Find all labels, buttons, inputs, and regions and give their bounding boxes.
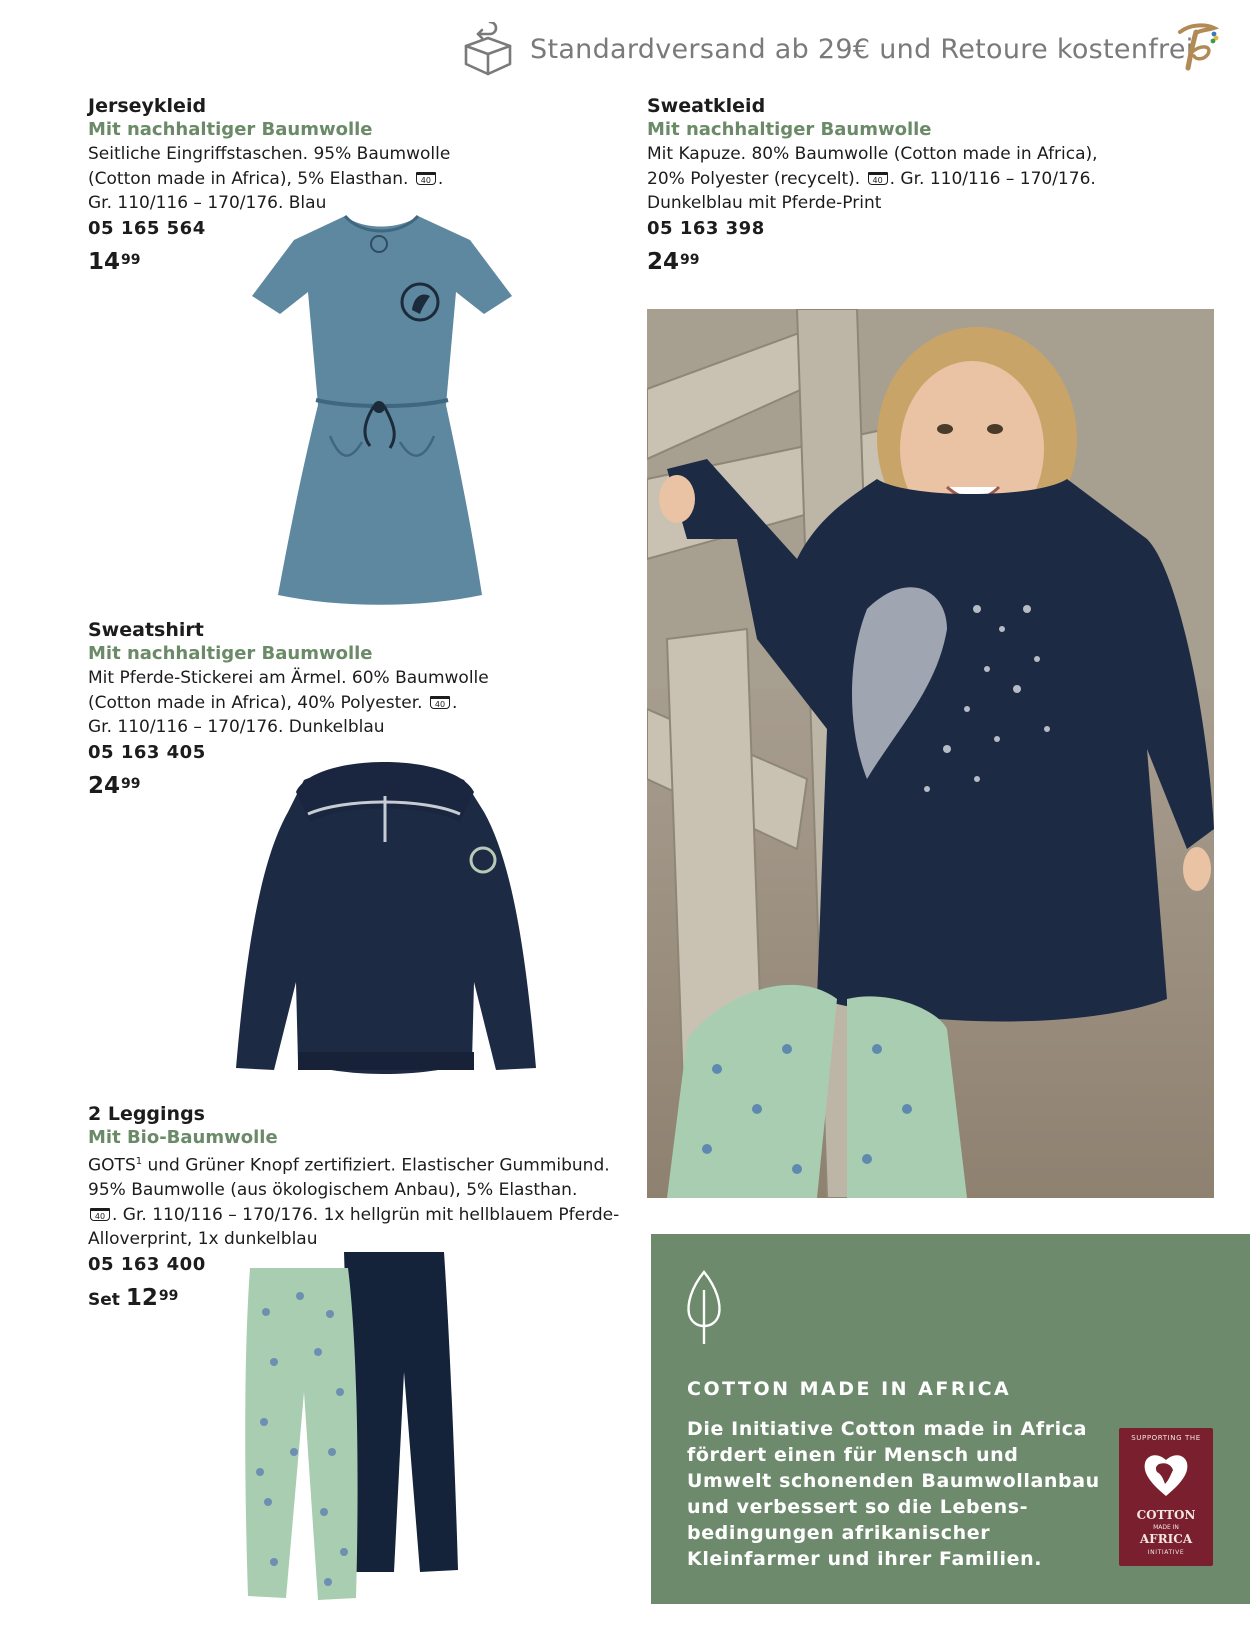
article-number: 05 165 564	[88, 217, 206, 239]
jerseykleid-image	[250, 210, 515, 610]
wash-40-icon: 40	[430, 696, 450, 709]
cotton-made-in-africa-badge: SUPPORTING THE COTTON MADE IN AFRICA INITIATIVE	[1119, 1428, 1213, 1566]
product-title: Sweatshirt	[88, 619, 204, 641]
price: $24^{99}$	[88, 772, 141, 799]
sweatkleid-photo	[647, 309, 1214, 1198]
wash-40-icon: 40	[416, 172, 436, 185]
africa-heart-icon	[1141, 1450, 1191, 1498]
price: $24^{99}$	[647, 248, 700, 275]
info-heading: COTTON MADE IN AFRICA	[687, 1378, 1012, 1400]
product-desc-line: Gr. 110/116 – 170/176. Dunkelblau	[88, 717, 385, 737]
sweatshirt-image	[234, 752, 539, 1084]
price: Set $12^{99}$	[88, 1284, 179, 1311]
product-sweatkleid	[647, 94, 1167, 277]
cotton-made-in-africa-box	[651, 1234, 1250, 1604]
tchibo-logo-icon	[1172, 22, 1220, 72]
article-number: 05 163 400	[88, 1253, 206, 1275]
article-number: 05 163 405	[88, 741, 206, 763]
shipping-text: Standardversand ab 29€ und Retoure kostenfrei	[530, 34, 1194, 65]
article-number: 05 163 398	[647, 217, 765, 239]
product-title: Sweatkleid	[647, 95, 766, 117]
product-subtitle: Mit nachhaltiger Baumwolle	[88, 643, 373, 664]
product-subtitle: Mit nachhaltiger Baumwolle	[647, 119, 932, 140]
product-subtitle: Mit Bio-Baumwolle	[88, 1127, 278, 1148]
product-desc-line: Gr. 110/116 – 170/176. Blau	[88, 193, 327, 213]
leggings-image	[244, 1252, 464, 1604]
product-title: Jerseykleid	[88, 95, 207, 117]
wash-40-icon: 40	[90, 1208, 110, 1221]
product-desc-line: 20% Polyester (recycelt). 40 . Gr. 110/116 – 170/176.	[647, 168, 1096, 189]
product-desc-line: Mit Pferde-Stickerei am Ärmel. 60% Baumwolle	[88, 668, 489, 688]
product-subtitle: Mit nachhaltiger Baumwolle	[88, 119, 373, 140]
product-title: 2 Leggings	[88, 1103, 205, 1125]
wash-40-icon: 40	[868, 172, 888, 185]
product-desc-line: Seitliche Eingriffstaschen. 95% Baumwolle	[88, 144, 451, 164]
return-box-icon	[460, 22, 516, 78]
product-desc-line: GOTS$^1$ und Grüner Knopf zertifiziert. Elastischer Gummibund.	[88, 1155, 610, 1176]
shipping-banner	[460, 22, 1240, 82]
product-desc-line: 95% Baumwolle (aus ökologischem Anbau), 5% Elasthan.	[88, 1180, 578, 1201]
product-desc-line: 40 . Gr. 110/116 – 170/176. 1x hellgrün mit hellblauem Pferde-	[88, 1203, 648, 1228]
info-text: Die Initiative Cotton made in Africa fördert einen für Mensch und Umwelt schonenden Baumwollanbau und verbessert so die Lebens- bedingungen afrikanischer Kleinfarmer und ihrer Familien.	[687, 1418, 1100, 1570]
leaf-icon	[685, 1270, 723, 1346]
product-desc-line: Alloverprint, 1x dunkelblau	[88, 1229, 318, 1250]
product-desc-line: (Cotton made in Africa), 40% Polyester. 40 .	[88, 692, 458, 713]
price: $14^{99}$	[88, 248, 141, 275]
product-desc-line: (Cotton made in Africa), 5% Elasthan. 40 .	[88, 168, 444, 189]
product-desc-line: Dunkelblau mit Pferde-Print	[647, 193, 882, 213]
product-desc-line: Mit Kapuze. 80% Baumwolle (Cotton made in Africa),	[647, 144, 1098, 164]
